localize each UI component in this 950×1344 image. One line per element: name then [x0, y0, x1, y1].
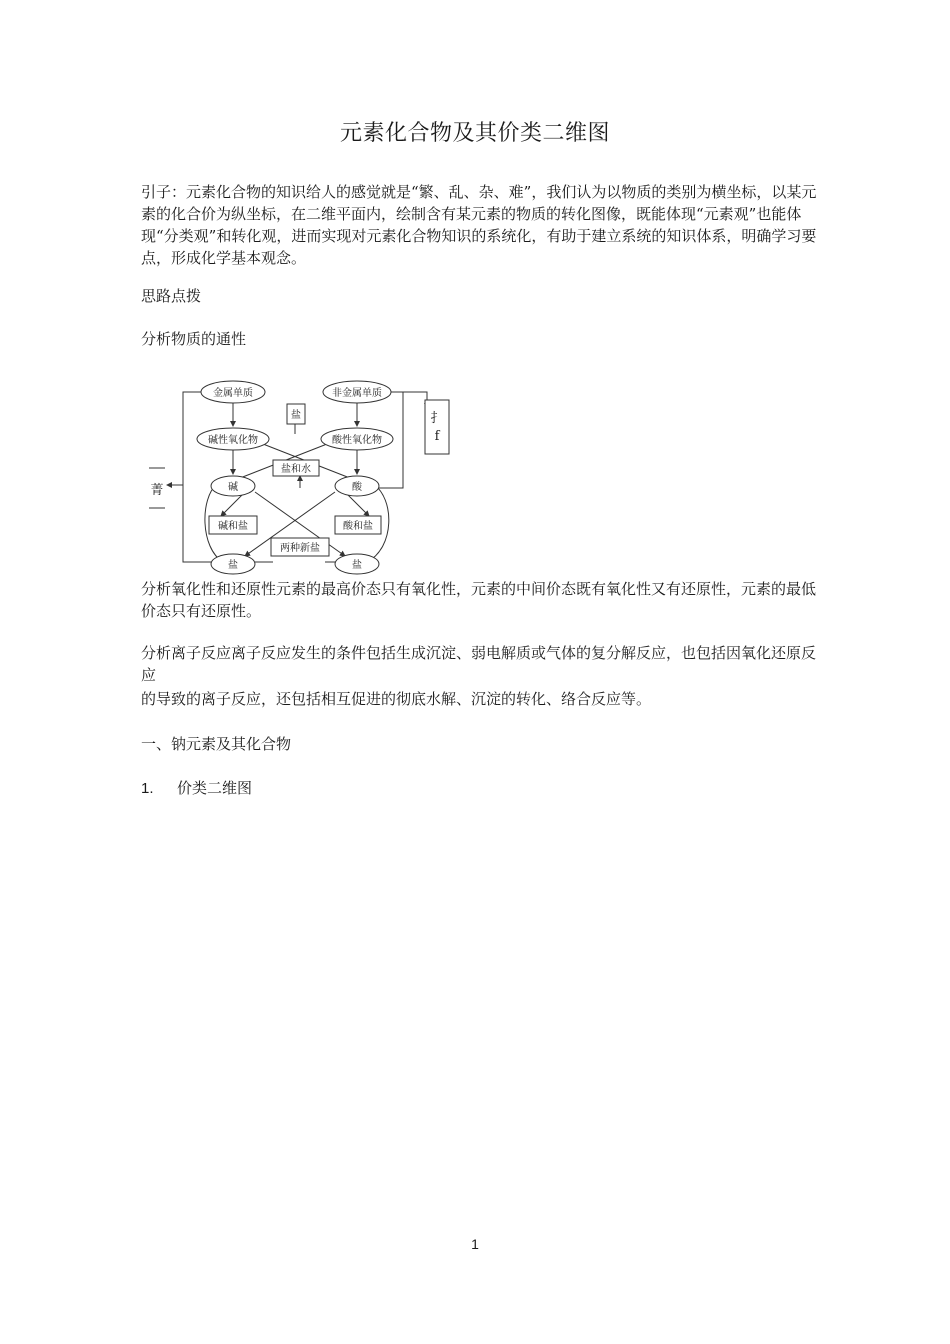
general-properties-heading: 分析物质的通性 [141, 330, 247, 348]
salt-left-node: 盐 [228, 560, 238, 571]
list-item-number: 1. [141, 780, 154, 797]
right-cut-label-1: 扌 [430, 411, 444, 426]
acid-node: 酸 [352, 482, 362, 493]
base-node: 碱 [228, 482, 238, 493]
page-number: 1 [471, 1236, 479, 1252]
metal-element-node: 金属单质 [213, 388, 253, 399]
sodium-section-heading: 一、钠元素及其化合物 [141, 735, 292, 753]
salt-right-node: 盐 [352, 560, 362, 571]
list-item-text: 价类二维图 [177, 779, 253, 797]
acidic-oxide-node: 酸性氧化物 [332, 435, 382, 446]
two-new-salts-node: 两种新盐 [280, 543, 320, 554]
acid-and-salt-node: 酸和盐 [343, 521, 373, 532]
substance-relationship-diagram [145, 368, 450, 578]
left-cut-label: 菁 [150, 483, 164, 498]
ion-reaction-paragraph-1: 分析离子反应离子反应发生的条件包括生成沉淀、弱电解质或气体的复分解反应，也包括因氧化还原反应 [141, 644, 817, 684]
right-cut-label-2: f [434, 429, 440, 444]
salt-top-node: 盐 [291, 410, 301, 421]
base-and-salt-node: 碱和盐 [218, 521, 248, 532]
nonmetal-element-node: 非金属单质 [332, 388, 382, 399]
hint-heading: 思路点拨 [141, 287, 202, 305]
redox-paragraph: 分析氧化性和还原性元素的最高价态只有氧化性，元素的中间价态既有氧化性又有还原性，元素的最低价态只有还原性。 [141, 580, 817, 620]
intro-paragraph: 引子：元素化合物的知识给人的感觉就是“繁、乱、杂、难”，我们认为以物质的类别为横坐标，以某元素的化合价为纵坐标，在二维平面内，绘制含有某元素的物质的转化图像，既能体现“元素观”也能体现“分类观”和转化观，进而实现对元素化合物知识的系统化，有助于建立系统的知识体系，明确学习要点，形成化学基本观念。 [141, 183, 817, 267]
page-title: 元素化合物及其价类二维图 [339, 121, 610, 146]
basic-oxide-node: 碱性氧化物 [208, 435, 258, 446]
list-item [141, 777, 252, 800]
ion-reaction-paragraph-2: 的导致的离子反应，还包括相互促进的彻底水解、沉淀的转化、络合反应等。 [141, 690, 652, 708]
salt-and-water-node: 盐和水 [281, 464, 311, 475]
